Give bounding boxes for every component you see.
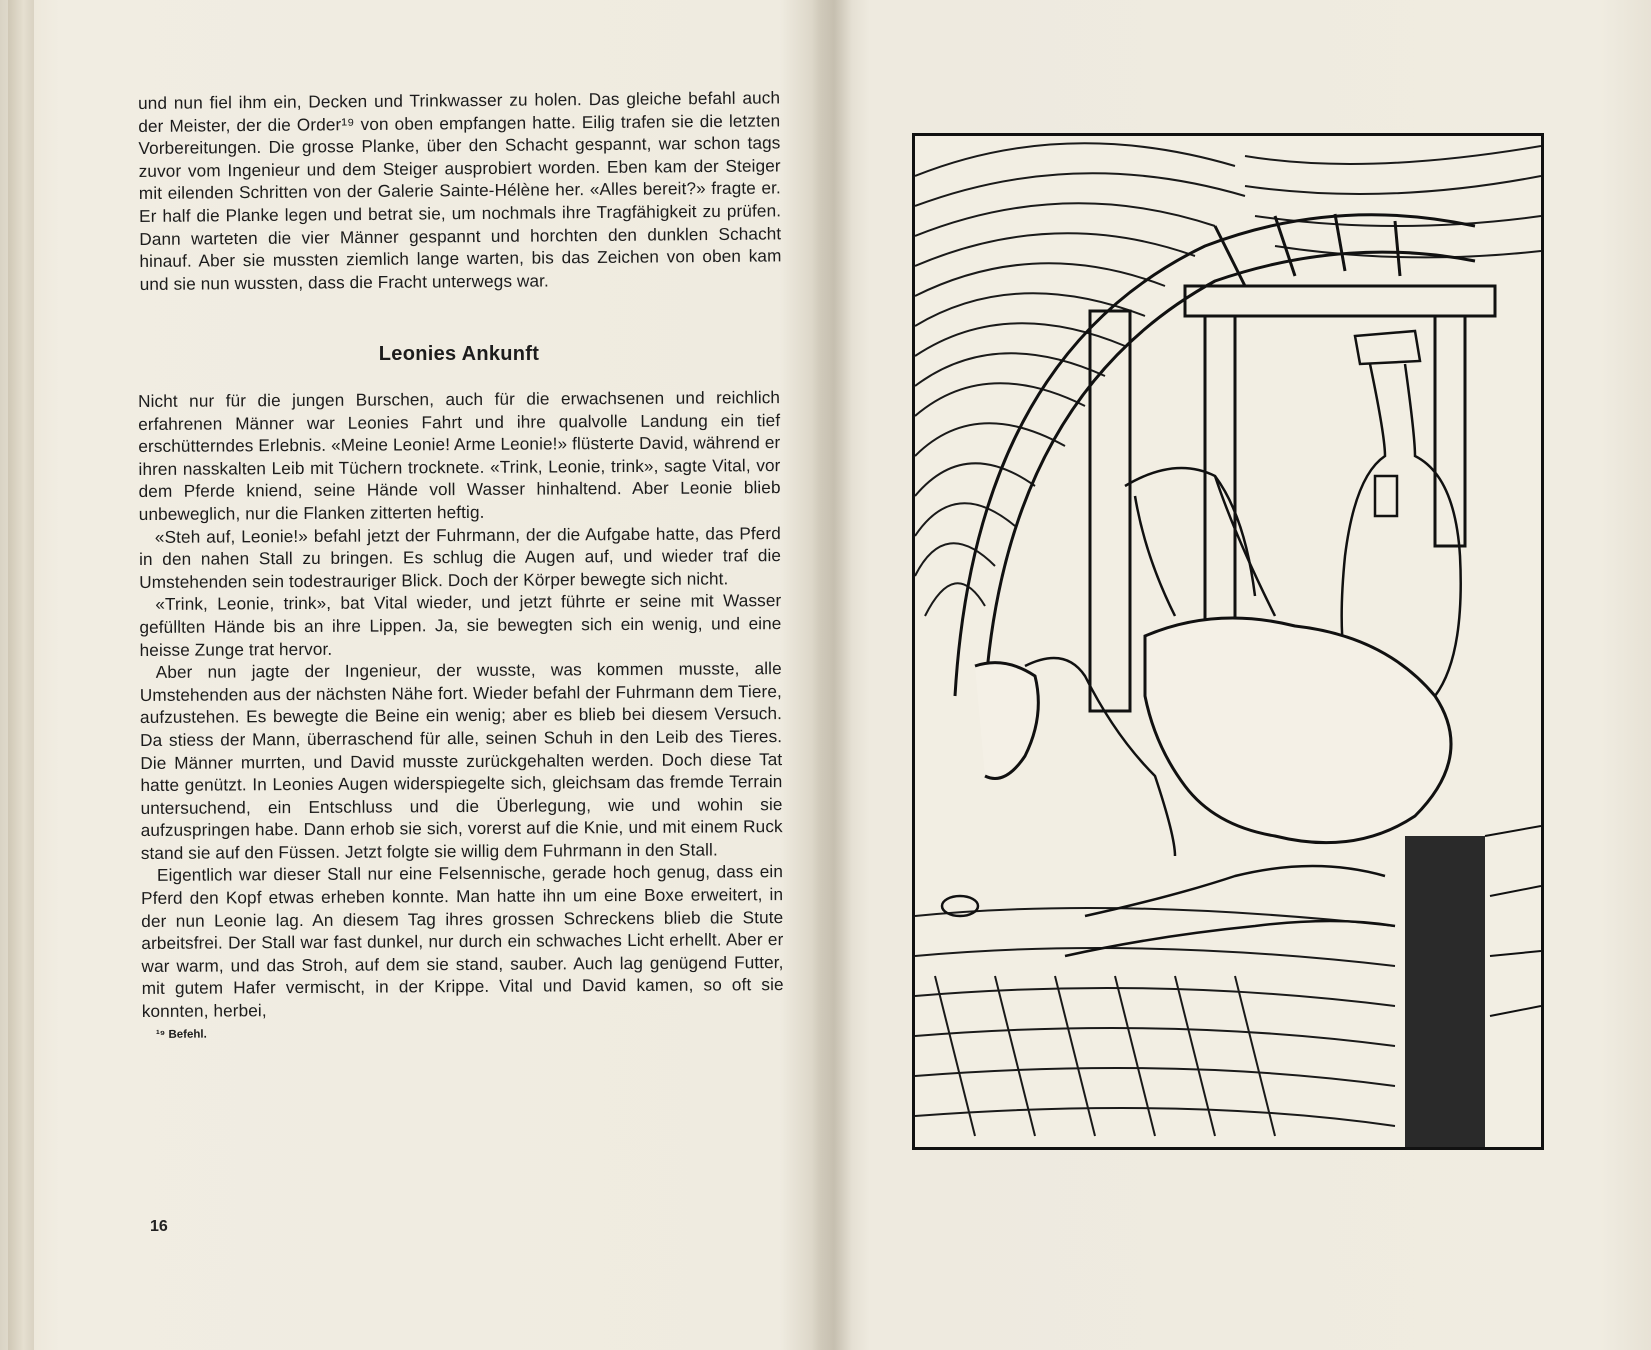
page-stack-edge <box>8 0 34 1350</box>
paragraph: «Trink, Leonie, trink», bat Vital wieder, und jetzt führte er seine mit Wasser gefüllten Hände bis an ihre Lippen. Ja, sie bewegten sich ein wenig, und eine heisse Zunge trat hervor. <box>139 590 782 660</box>
section-heading: Leonies Ankunft <box>378 343 540 366</box>
book-gutter <box>812 0 852 1350</box>
body-text <box>138 386 784 1041</box>
paragraph: Eigentlich war dieser Stall nur eine Felsennische, gerade hoch genug, dass ein Pferd den Kopf etwas erheben konnte. Man hatte ihn um eine Boxe erweitert, in der nun Leonie lag. An diesem Tag ihres grossen Schreckens blieb die Stute arbeitsfrei. Der Stall war fast dunkel, nur durch ein schwaches Licht erhellt. Aber er war warm, und das Stroh, auf dem sie stand, sauber. Auch lag genügend Futter, mit gutem Hafer vermischt, in der Krippe. Vital und David kamen, so oft sie konnten, herbei, <box>141 861 784 1022</box>
intro-paragraph: und nun fiel ihm ein, Decken und Trinkwasser zu holen. Das gleiche befahl auch der Meister, der die Order¹⁹ von oben empfangen hatte. Eilig trafen sie die letzten Vorbereitungen. Die grosse Planke, über den Schacht gespannt, war schon tags zuvor vom Ingenieur und dem Steiger ausprobiert worden. Eben kam der Steiger mit eilenden Schritten von der Galerie Sainte-Hélène her. «Alles bereit?» fragte er. Er half die Planke legen und betrat sie, um nochmals ihre Tragfähigkeit zu prüfen. Dann warteten die vier Männer gespannt und horchten den dunklen Schacht hinauf. Aber sie mussten ziemlich lange warten, bis das Zeichen von oben kam und sie nun wussten, dass die Fracht unterwegs war. <box>138 87 782 294</box>
paragraph: Nicht nur für die jungen Burschen, auch für die erwachsenen und reichlich erfahrenen Männer war Leonies Fahrt und ihre qualvolle Landung ein tief erschütterndes Erlebnis. «Meine Leonie! Arme Leonie!» flüsterte David, während er ihren nasskalten Leib mit Tüchern trocknete. «Trink, Leonie, trink», sagte Vital, vor dem Pferde kniend, seine Hände voll Wasser hinhaltend. Aber Leonie blieb unbeweglich, nur die Flanken zitterten heftig. <box>138 387 781 525</box>
footnote: ¹⁹ Befehl. <box>155 1028 207 1041</box>
left-page <box>138 87 784 1342</box>
illustration-mine-shaft-horse <box>912 133 1544 1150</box>
paragraph: Aber nun jagte der Ingenieur, der wusste, was kommen musste, alle Umstehenden aus der nächsten Nähe fort. Wieder befahl der Fuhrmann dem Tiere, aufzustehen. Es bewegte die Beine ein wenig; aber es blieb bei diesem Versuch. Da stiess der Mann, überraschend für alle, seinen Schuh in den Leib des Tieres. Die Männer murrten, und David musste zurückgehalten werden. Doch diese Tat hatte genützt. In Leonies Augen widerspiegelte sich, gleichsam das fremde Terrain untersuchend, ein Entschluss und die Überlegung, wie und wohin sie aufzuspringen habe. Dann erhob sie sich, vorerst auf die Knie, und mit einem Ruck stand sie auf den Füssen. Jetzt folgte sie willig dem Fuhrmann in den Stall. <box>139 658 783 864</box>
paragraph: «Steh auf, Leonie!» befahl jetzt der Fuhrmann, der die Aufgabe hatte, das Pferd in den nahen Stall zu bringen. Es schlug die Augen auf, und wieder traf die Umstehenden sein todestrauriger Blick. Doch der Körper bewegte sich nicht. <box>138 522 782 593</box>
pen-drawing-icon <box>915 136 1541 1147</box>
page-number: 16 <box>150 1218 168 1235</box>
